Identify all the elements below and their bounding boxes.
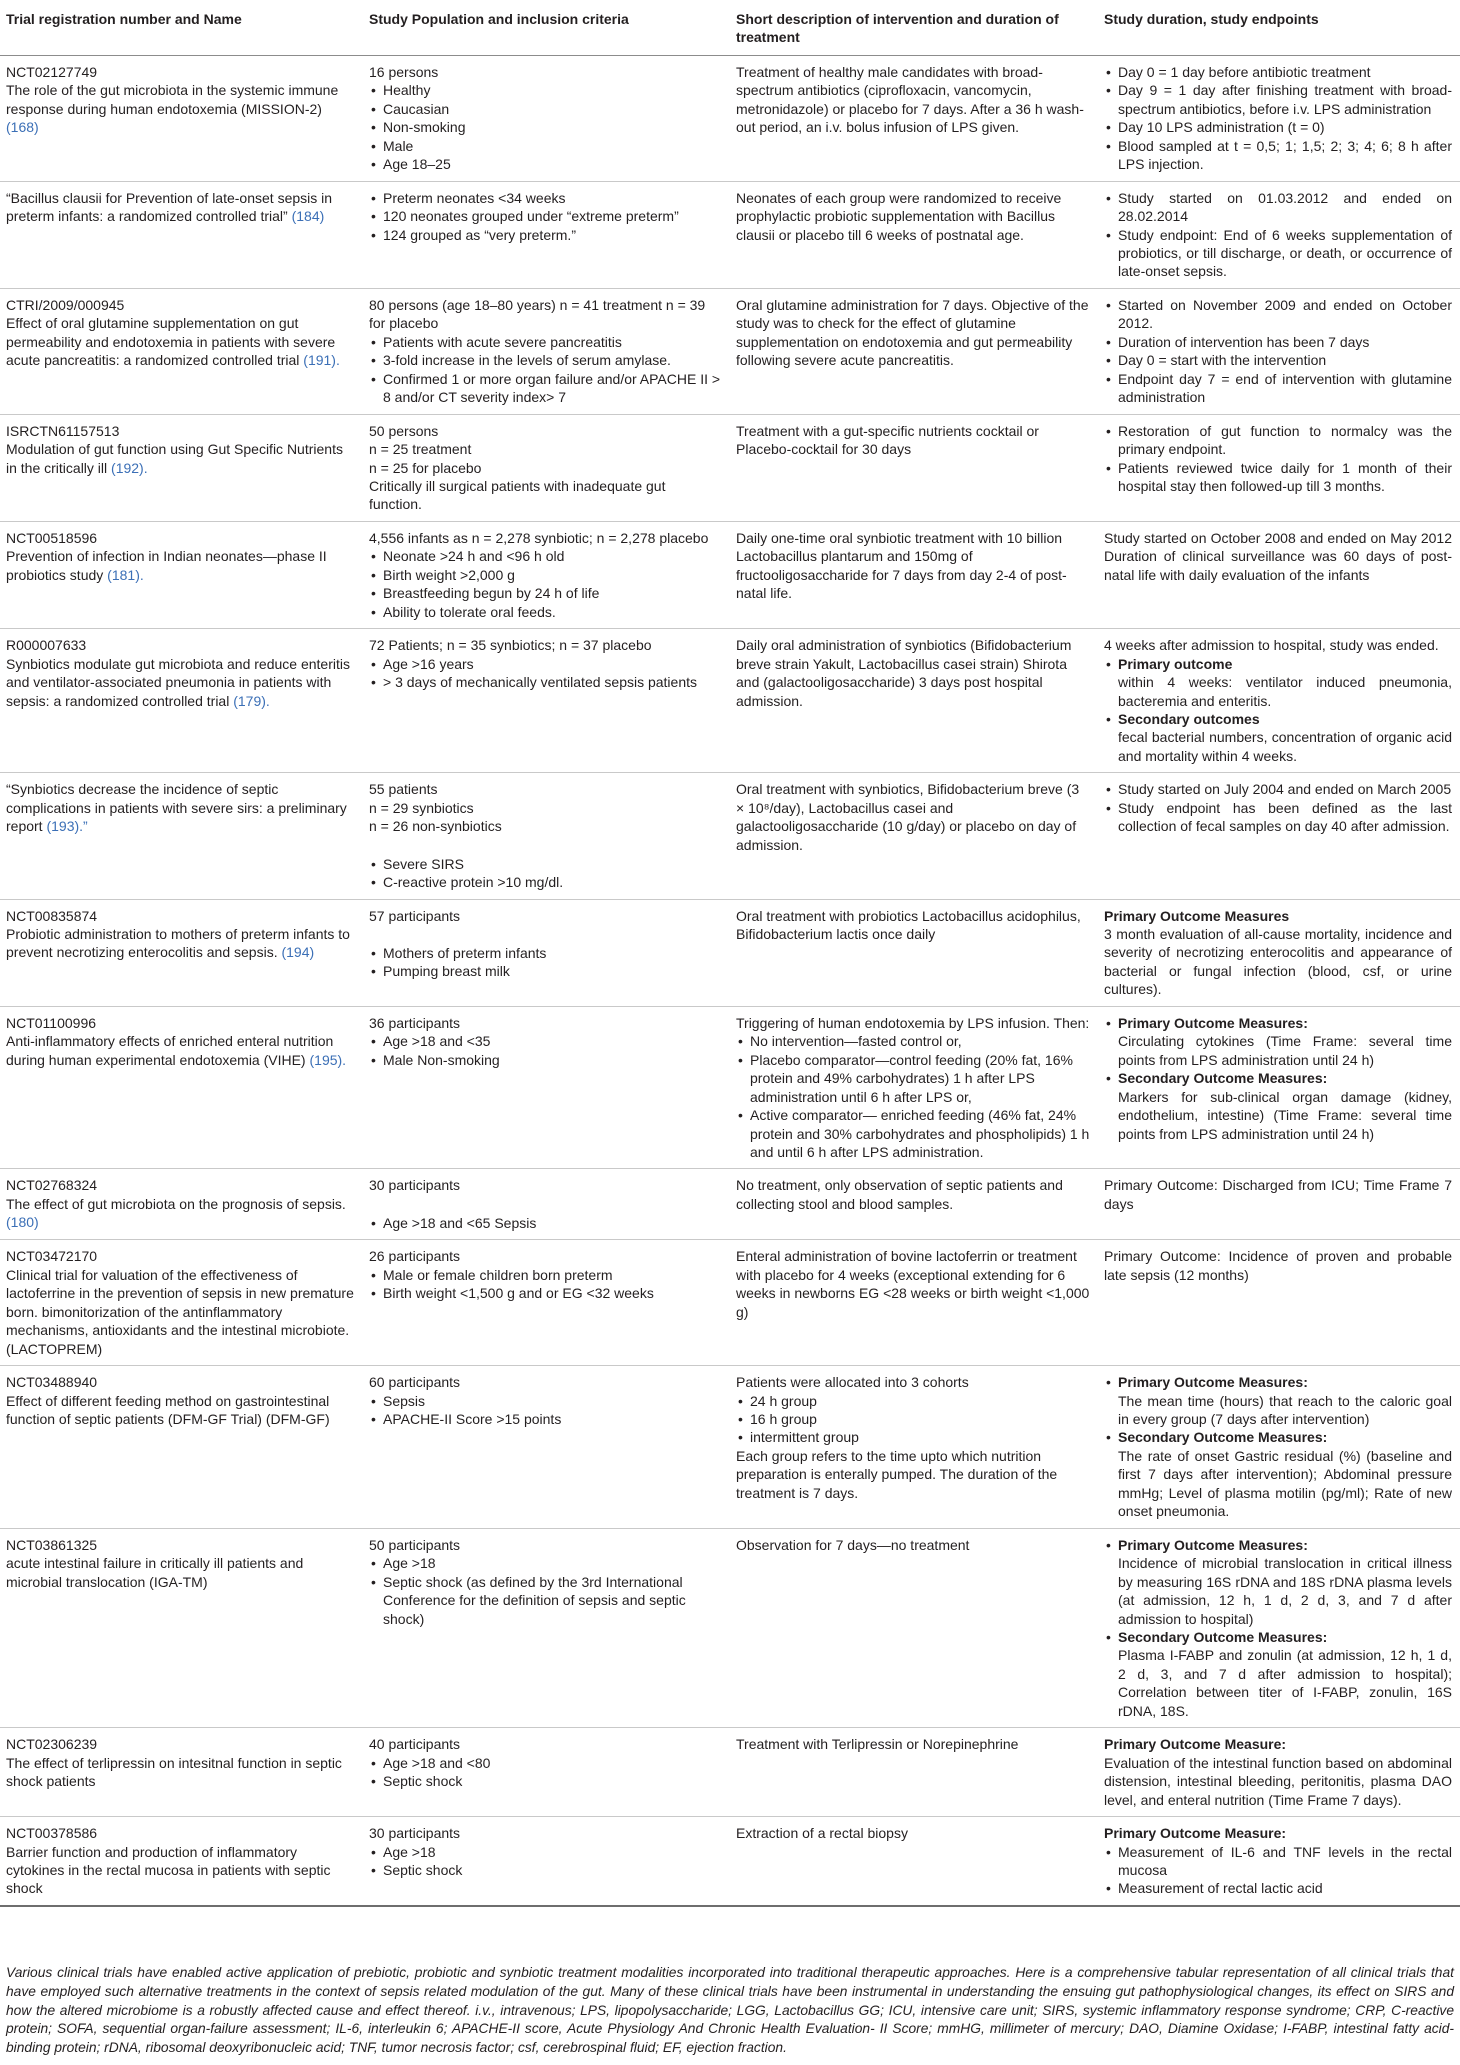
header-endpoints: Study duration, study endpoints bbox=[1098, 0, 1460, 55]
outcome-list bbox=[1104, 655, 1452, 766]
intervention-cell bbox=[730, 899, 1098, 1006]
inclusion-criterion: • Preterm neonates <34 weeks bbox=[369, 189, 722, 207]
table-row bbox=[0, 288, 1460, 414]
trial-title: The effect of gut microbiota on the prognosis of sepsis. bbox=[6, 1195, 346, 1212]
intervention-arm-list bbox=[736, 1032, 1090, 1161]
trial-cell bbox=[0, 55, 363, 181]
secondary-outcome-text: Plasma I-FABP and zonulin (at admission, 12 h, 1 d, 2 d, 3, and 7 d after admission to hospital); Correlation between titer of I-FABP, zonulin, 16S rDNA, 18S. bbox=[1118, 1647, 1452, 1719]
trial-cell bbox=[0, 1366, 363, 1529]
inclusion-criterion: • Age >18 and <35 bbox=[369, 1032, 722, 1050]
primary-outcome-text: within 4 weeks: ventilator induced pneumonia, bacteremia and enteritis. bbox=[1118, 674, 1452, 709]
citation-link: (180) bbox=[6, 1214, 39, 1231]
inclusion-criterion: • Male or female children born preterm bbox=[369, 1266, 722, 1284]
primary-outcome-text: Circulating cytokines (Time Frame: several time points from LPS administration until 24 h) bbox=[1118, 1033, 1452, 1068]
population-cell bbox=[363, 55, 730, 181]
inclusion-criterion: • APACHE-II Score >15 points bbox=[369, 1410, 722, 1428]
trial-cell bbox=[0, 773, 363, 899]
trial-name bbox=[6, 655, 355, 710]
table-row bbox=[0, 181, 1460, 288]
inclusion-criterion: • Severe SIRS bbox=[369, 855, 722, 873]
trial-cell bbox=[0, 1817, 363, 1906]
endpoint-item: • Day 9 = 1 day after finishing treatment with broad-spectrum antibiotics, before i.v. LPS administration bbox=[1104, 81, 1452, 118]
intervention-arm: • 16 h group bbox=[736, 1410, 1090, 1428]
trial-title: Modulation of gut function using Gut Specific Nutrients in the critically ill bbox=[6, 441, 343, 476]
inclusion-criterion: • Sepsis bbox=[369, 1392, 722, 1410]
trial-name bbox=[6, 780, 355, 835]
inclusion-criterion: • Mothers of preterm infants bbox=[369, 944, 722, 962]
endpoint-item-list bbox=[1104, 189, 1452, 281]
endpoints-cell bbox=[1098, 288, 1460, 414]
intervention-text: Oral treatment with synbiotics, Bifidobacterium breve (3 × 10⁸/day), Lactobacillus casei and galactooligosaccharide (10 g/day) or placebo on day of admission. bbox=[736, 781, 1080, 853]
inclusion-criterion: • Breastfeeding begun by 24 h of life bbox=[369, 584, 722, 602]
trial-id: NCT01100996 bbox=[6, 1014, 97, 1031]
intervention-cell bbox=[730, 773, 1098, 899]
population-cell bbox=[363, 773, 730, 899]
inclusion-criterion: • Age >18 and <80 bbox=[369, 1754, 722, 1772]
table-row bbox=[0, 899, 1460, 1006]
trial-cell bbox=[0, 1240, 363, 1366]
intervention-cell bbox=[730, 1006, 1098, 1169]
trial-name bbox=[6, 314, 355, 369]
primary-outcome-label: Primary Outcome Measures: bbox=[1118, 1014, 1308, 1031]
inclusion-criterion: • Septic shock (as defined by the 3rd International Conference for the definition of sepsis and septic shock) bbox=[369, 1573, 722, 1628]
secondary-outcome-text: fecal bacterial numbers, concentration of organic acid and mortality within 4 weeks. bbox=[1118, 729, 1452, 764]
inclusion-criterion: • Non-smoking bbox=[369, 118, 722, 136]
population-cell bbox=[363, 1240, 730, 1366]
population-summary: 30 participants bbox=[369, 1825, 461, 1842]
table-header-row bbox=[0, 0, 1460, 55]
endpoints-text: Primary Outcome: Incidence of proven and probable late sepsis (12 months) bbox=[1104, 1248, 1452, 1283]
primary-outcome-label: Primary Outcome Measures bbox=[1104, 907, 1290, 924]
trial-cell bbox=[0, 1528, 363, 1728]
header-intervention: Short description of intervention and duration of treatment bbox=[730, 0, 1098, 55]
population-summary: 60 participants bbox=[369, 1374, 461, 1391]
trial-id: NCT03472170 bbox=[6, 1248, 98, 1265]
trial-title: The effect of terlipressin on intesitnal function in septic shock patients bbox=[6, 1754, 342, 1790]
table-row bbox=[0, 414, 1460, 521]
inclusion-criterion: • 124 grouped as “very preterm.” bbox=[369, 226, 722, 244]
population-line: n = 25 for placebo bbox=[369, 459, 482, 476]
inclusion-criterion-list bbox=[369, 855, 722, 892]
inclusion-criterion: • Birth weight <1,500 g and or EG <32 weeks bbox=[369, 1284, 722, 1302]
inclusion-criterion-list bbox=[369, 81, 722, 173]
inclusion-criterion: • Age >18 and <65 Sepsis bbox=[369, 1214, 722, 1232]
trial-id: NCT00835874 bbox=[6, 907, 98, 924]
trial-name bbox=[6, 925, 355, 962]
table-row bbox=[0, 1240, 1460, 1366]
intervention-cell bbox=[730, 1528, 1098, 1728]
trial-name bbox=[6, 189, 355, 226]
trial-title: “Bacillus clausii for Prevention of late-onset sepsis in preterm infants: a randomized controlled trial” bbox=[6, 189, 333, 225]
primary-outcome-text: Incidence of microbial translocation in critical illness by measuring 16S rDNA and 18S rDNA plasma levels (at admission, 12 h, 1 d, 2 d, 3, and 7 d after admission to hospital) bbox=[1118, 1555, 1452, 1627]
population-line: n = 25 treatment bbox=[369, 441, 472, 458]
inclusion-criterion: • Age >18 bbox=[369, 1843, 722, 1861]
trial-id: R000007633 bbox=[6, 637, 87, 654]
population-line: Critically ill surgical patients with inadequate gut function. bbox=[369, 477, 666, 513]
endpoint-item: • Blood sampled at t = 0,5; 1; 1,5; 2; 3; 4; 6; 8 h after LPS injection. bbox=[1104, 137, 1452, 174]
endpoint-item: • Study endpoint: End of 6 weeks supplementation of probiotics, or till discharge, or death, or occurrence of late-onset sepsis. bbox=[1104, 226, 1452, 281]
inclusion-criterion-list bbox=[369, 1392, 722, 1429]
primary-outcome-item: • Measurement of IL-6 and TNF levels in the rectal mucosa bbox=[1104, 1843, 1452, 1880]
inclusion-criterion-list bbox=[369, 1266, 722, 1303]
population-summary: 57 participants bbox=[369, 907, 461, 924]
secondary-outcome-label: Secondary Outcome Measures: bbox=[1118, 1429, 1328, 1446]
primary-outcome-item-list bbox=[1104, 1843, 1452, 1898]
secondary-outcome-text: Markers for sub-clinical organ damage (kidney, endothelium, intestine) (Time Frame: several time points from LPS administration until 24 h) bbox=[1118, 1088, 1452, 1142]
endpoint-item: • Day 0 = start with the intervention bbox=[1104, 351, 1452, 369]
inclusion-criterion: • Male Non-smoking bbox=[369, 1051, 722, 1069]
trial-cell bbox=[0, 414, 363, 521]
inclusion-criterion-list bbox=[369, 1554, 722, 1628]
citation-link: (192). bbox=[111, 459, 148, 476]
secondary-outcome bbox=[1104, 1069, 1452, 1143]
table-footnote: Various clinical trials have enabled active application of prebiotic, probiotic and synbiotic treatment modalities incorporated into traditional therapeutic approaches. Here is a comprehensive tabular representation of all clinical trials that have employed such alternative treatments in the context of sepsis related modulation of the gut. Many of these clinical trials have been instrumental in understanding the ensuing gut pathophysiological changes, its effect on SIRS and how the altered microbiome is a robustly affected cause and effect thereof. i.v., intravenous; LPS, lipopolysaccharide; LGG, Lactobacillus GG; ICU, intensive care unit; SIRS, systemic inflammatory response syndrome; CRP, C-reactive protein; SOFA, sequential organ-failure assessment; IL-6, interleukin 6; APACHE-II score, Acute Physiology And Chronic Health Evaluation- II Score; mmHG, millimeter of mercury; DAO, Diamine Oxidase; I-FABP, intestinal fatty acid-binding protein; rDNA, ribosomal deoxyribonucleic acid; TNF, tumor necrosis factor; csf, cerebrospinal fluid; EF, ejection fraction. bbox=[6, 1965, 1454, 2056]
intervention-arm: • intermittent group bbox=[736, 1428, 1090, 1446]
trial-id: NCT00518596 bbox=[6, 529, 98, 546]
trial-title: Probiotic administration to mothers of preterm infants to prevent necrotizing enterocolitis and sepsis. bbox=[6, 926, 350, 961]
intervention-cell bbox=[730, 1366, 1098, 1529]
primary-outcome bbox=[1104, 655, 1452, 710]
trial-title: Prevention of infection in Indian neonates—phase II probiotics study bbox=[6, 548, 327, 583]
endpoints-cell bbox=[1098, 521, 1460, 628]
endpoint-item-list bbox=[1104, 780, 1452, 835]
intervention-arm: • 24 h group bbox=[736, 1392, 1090, 1410]
trial-title: Anti-inflammatory effects of enriched enteral nutrition during human experimental endotoxemia (VIHE) bbox=[6, 1033, 334, 1068]
intervention-text: Extraction of a rectal biopsy bbox=[736, 1825, 908, 1842]
population-cell bbox=[363, 1817, 730, 1906]
primary-outcome bbox=[1104, 1014, 1452, 1069]
secondary-outcome-label: Secondary outcomes bbox=[1118, 710, 1260, 727]
endpoint-item: • Patients reviewed twice daily for 1 month of their hospital stay then followed-up till 3 months. bbox=[1104, 459, 1452, 496]
endpoint-item: • Study started on 01.03.2012 and ended on 28.02.2014 bbox=[1104, 189, 1452, 226]
primary-outcome-text: Evaluation of the intestinal function based on abdominal distension, intestinal bleeding, peritonitis, plasma DAO level, and enteral nutrition (Time Frame 7 days). bbox=[1104, 1754, 1452, 1808]
trial-name bbox=[6, 81, 355, 136]
intervention-arm: • Placebo comparator—control feeding (20% fat, 16% protein and 49% carbohydrates) 1 h after LPS administration until 6 h after LPS or, bbox=[736, 1051, 1090, 1106]
spacer bbox=[369, 925, 722, 944]
primary-outcome-text: 3 month evaluation of all-cause mortality, incidence and severity of necrotizing enterocolitis and appearance of bacterial or fungal infection (blood, csf, or urine cultures). bbox=[1104, 926, 1452, 998]
spacer bbox=[369, 836, 722, 855]
trial-cell bbox=[0, 1006, 363, 1169]
population-cell bbox=[363, 1728, 730, 1817]
trial-id: NCT02306239 bbox=[6, 1736, 98, 1753]
trial-name bbox=[6, 1195, 355, 1232]
trial-title: Synbiotics modulate gut microbiota and reduce enteritis and ventilator-associated pneumonia in patients with sepsis: a randomized controlled trial bbox=[6, 655, 350, 709]
trial-id: NCT02127749 bbox=[6, 63, 98, 80]
endpoints-cell bbox=[1098, 1240, 1460, 1366]
outcome-list bbox=[1104, 1014, 1452, 1143]
trial-cell bbox=[0, 629, 363, 773]
intervention-cell bbox=[730, 414, 1098, 521]
population-summary: 80 persons (age 18–80 years) n = 41 treatment n = 39 for placebo bbox=[369, 296, 706, 332]
endpoints-text: Primary Outcome: Discharged from ICU; Time Frame 7 days bbox=[1104, 1177, 1452, 1212]
endpoints-cell bbox=[1098, 1817, 1460, 1906]
inclusion-criterion: • Healthy bbox=[369, 81, 722, 99]
trial-name bbox=[6, 1392, 355, 1429]
trial-id: NCT03861325 bbox=[6, 1536, 98, 1553]
trial-title: Barrier function and production of inflammatory cytokines in the rectal mucosa in patients with septic shock bbox=[6, 1843, 331, 1897]
inclusion-criterion: • Male bbox=[369, 137, 722, 155]
intervention-text: Enteral administration of bovine lactoferrin or treatment with placebo for 4 weeks (exceptional extending for 6 weeks in newborns EG <28 weeks or birth weight <1,000 g) bbox=[736, 1248, 1090, 1320]
inclusion-criterion: • 3-fold increase in the levels of serum amylase. bbox=[369, 351, 722, 369]
intervention-arm: • Active comparator— enriched feeding (46% fat, 24% protein and 30% carbohydrates and phospholipids) 1 h and until 6 h after LPS administration. bbox=[736, 1106, 1090, 1161]
population-line: 55 patients bbox=[369, 781, 438, 798]
trial-cell bbox=[0, 288, 363, 414]
endpoints-cell bbox=[1098, 1006, 1460, 1169]
table-row bbox=[0, 55, 1460, 181]
trial-name bbox=[6, 440, 355, 477]
intervention-cell bbox=[730, 55, 1098, 181]
trial-cell bbox=[0, 521, 363, 628]
inclusion-criterion: • Age >18 bbox=[369, 1554, 722, 1572]
population-summary: 40 participants bbox=[369, 1736, 461, 1753]
population-cell bbox=[363, 1169, 730, 1240]
endpoint-item-list bbox=[1104, 63, 1452, 174]
table-body bbox=[0, 55, 1460, 1905]
inclusion-criterion: • > 3 days of mechanically ventilated sepsis patients bbox=[369, 673, 722, 691]
primary-outcome-label: Primary outcome bbox=[1118, 655, 1233, 672]
trial-name bbox=[6, 1266, 355, 1358]
table-row bbox=[0, 521, 1460, 628]
population-summary: 30 participants bbox=[369, 1177, 461, 1194]
trial-cell bbox=[0, 1169, 363, 1240]
trial-name bbox=[6, 1843, 355, 1898]
endpoint-item-list bbox=[1104, 296, 1452, 407]
intervention-text: Oral glutamine administration for 7 days. Objective of the study was to check for the effect of glutamine supplementation on endotoxemia and gut permeability following severe acute pancreatitis. bbox=[736, 296, 1089, 369]
endpoint-item: • Endpoint day 7 = end of intervention with glutamine administration bbox=[1104, 370, 1452, 407]
intervention-cell bbox=[730, 1728, 1098, 1817]
intervention-intro: Triggering of human endotoxemia by LPS infusion. Then: bbox=[736, 1014, 1090, 1031]
outcome-list bbox=[1104, 1373, 1452, 1521]
endpoints-cell bbox=[1098, 55, 1460, 181]
endpoints-cell bbox=[1098, 1169, 1460, 1240]
inclusion-criterion: • Confirmed 1 or more organ failure and/or APACHE II > 8 and/or CT severity index> 7 bbox=[369, 370, 722, 407]
endpoints-cell bbox=[1098, 773, 1460, 899]
inclusion-criterion-list bbox=[369, 655, 722, 692]
intervention-cell bbox=[730, 181, 1098, 288]
population-summary: 50 participants bbox=[369, 1536, 461, 1553]
endpoints-cell bbox=[1098, 629, 1460, 773]
trial-title: acute intestinal failure in critically ill patients and microbial translocation (IGA-TM) bbox=[6, 1555, 304, 1590]
population-summary: 26 participants bbox=[369, 1248, 461, 1265]
inclusion-criterion: • 120 neonates grouped under “extreme preterm” bbox=[369, 207, 722, 225]
primary-outcome-label: Primary Outcome Measure: bbox=[1104, 1736, 1287, 1753]
secondary-outcome-label: Secondary Outcome Measures: bbox=[1118, 1070, 1328, 1087]
intervention-text: Treatment of healthy male candidates with broad-spectrum antibiotics (ciprofloxacin, vancomycin, metronidazole) or placebo for 7 days. After a 36 h wash-out period, an i.v. bolus infusion of LPS given. bbox=[736, 63, 1084, 136]
trial-title: Effect of oral glutamine supplementation on gut permeability and endotoxemia in patients with severe acute pancreatitis: a randomized controlled trial bbox=[6, 315, 336, 369]
inclusion-criterion: • C-reactive protein >10 mg/dl. bbox=[369, 873, 722, 891]
population-cell bbox=[363, 414, 730, 521]
secondary-outcome bbox=[1104, 1428, 1452, 1520]
trial-id: CTRI/2009/000945 bbox=[6, 296, 125, 313]
population-summary: 4,556 infants as n = 2,278 synbiotic; n = 2,278 placebo bbox=[369, 529, 709, 546]
intervention-text: Observation for 7 days—no treatment bbox=[736, 1536, 970, 1553]
population-line: n = 29 synbiotics bbox=[369, 799, 474, 816]
citation-link: (184) bbox=[291, 208, 325, 225]
trial-name bbox=[6, 1754, 355, 1791]
endpoints-cell bbox=[1098, 181, 1460, 288]
primary-outcome-label: Primary Outcome Measures: bbox=[1118, 1374, 1308, 1391]
intervention-text: Treatment with a gut-specific nutrients cocktail or Placebo-cocktail for 30 days bbox=[736, 422, 1039, 458]
population-summary: 36 participants bbox=[369, 1014, 461, 1031]
population-line: 50 persons bbox=[369, 422, 439, 439]
endpoints-cell bbox=[1098, 414, 1460, 521]
trial-id: ISRCTN61157513 bbox=[6, 422, 120, 439]
citation-link: (191). bbox=[303, 352, 340, 369]
endpoint-item: • Study started on July 2004 and ended on March 2005 bbox=[1104, 780, 1452, 798]
citation-link: (181). bbox=[107, 566, 144, 583]
trial-cell bbox=[0, 1728, 363, 1817]
primary-outcome bbox=[1104, 1536, 1452, 1628]
endpoints-text: Study started on October 2008 and ended on May 2012 Duration of clinical surveillance was 60 days of post-natal life with daily evaluation of the infants bbox=[1104, 529, 1452, 583]
spacer bbox=[369, 1195, 722, 1214]
header-population: Study Population and inclusion criteria bbox=[363, 0, 730, 55]
endpoints-cell bbox=[1098, 1366, 1460, 1529]
table-row bbox=[0, 1728, 1460, 1817]
intervention-cell bbox=[730, 288, 1098, 414]
intervention-cell bbox=[730, 629, 1098, 773]
intervention-cell bbox=[730, 521, 1098, 628]
intervention-text: Oral treatment with probiotics Lactobacillus acidophilus, Bifidobacterium lactis once daily bbox=[736, 907, 1081, 943]
secondary-outcome bbox=[1104, 1628, 1452, 1720]
inclusion-criterion: • Pumping breast milk bbox=[369, 962, 722, 980]
table-row bbox=[0, 629, 1460, 773]
endpoint-item: • Restoration of gut function to normalcy was the primary endpoint. bbox=[1104, 422, 1452, 459]
citation-link: (194) bbox=[281, 944, 315, 961]
intervention-cell bbox=[730, 1169, 1098, 1240]
population-cell bbox=[363, 629, 730, 773]
inclusion-criterion-list bbox=[369, 1214, 722, 1232]
outcome-list bbox=[1104, 1536, 1452, 1721]
endpoint-item: • Day 0 = 1 day before antibiotic treatment bbox=[1104, 63, 1452, 81]
intervention-text: Daily oral administration of synbiotics (Bifidobacterium breve strain Yakult, Lactobacillus casei strain) Shirota and (galactooligosaccharide) 3 days post hospital admission. bbox=[736, 637, 1072, 709]
citation-link: (168) bbox=[6, 119, 39, 136]
inclusion-criterion: • Age 18–25 bbox=[369, 155, 722, 173]
intervention-arm: • No intervention—fasted control or, bbox=[736, 1032, 1090, 1050]
trial-name bbox=[6, 1554, 355, 1591]
inclusion-criterion: • Patients with acute severe pancreatitis bbox=[369, 333, 722, 351]
trial-id: NCT00378586 bbox=[6, 1825, 98, 1842]
endpoint-item-list bbox=[1104, 422, 1452, 496]
population-cell bbox=[363, 1528, 730, 1728]
table-row bbox=[0, 1169, 1460, 1240]
intervention-text: No treatment, only observation of septic patients and collecting stool and blood samples. bbox=[736, 1177, 1063, 1212]
inclusion-criterion-list bbox=[369, 944, 722, 981]
population-cell bbox=[363, 1006, 730, 1169]
population-cell bbox=[363, 288, 730, 414]
citation-link: (179). bbox=[233, 692, 270, 709]
trial-title: Clinical trial for valuation of the effectiveness of lactoferrine in the prevention of sepsis in new premature born. bimonitorization of the antinflammatory mechanisms, antioxidants and the intestinal microbiote. (LACTOPREM) bbox=[6, 1266, 354, 1357]
header-trial: Trial registration number and Name bbox=[0, 0, 363, 55]
endpoints-cell bbox=[1098, 1728, 1460, 1817]
intervention-cell bbox=[730, 1240, 1098, 1366]
endpoints-intro: 4 weeks after admission to hospital, study was ended. bbox=[1104, 637, 1439, 654]
trial-title: “Synbiotics decrease the incidence of septic complications in patients with severe sirs: a preliminary report bbox=[6, 781, 347, 835]
secondary-outcome-text: The rate of onset Gastric residual (%) (baseline and first 7 days after intervention); Abdominal pressure mmHg; Level of plasma motilin (pg/ml); Rate of new onset pneumonia. bbox=[1118, 1447, 1452, 1520]
inclusion-criterion-list bbox=[369, 1032, 722, 1069]
intervention-text: Treatment with Terlipressin or Norepinephrine bbox=[736, 1736, 1019, 1753]
intervention-arm-list bbox=[736, 1392, 1090, 1447]
population-cell bbox=[363, 181, 730, 288]
intervention-text: Daily one-time oral synbiotic treatment with 10 billion Lactobacillus plantarum and 150mg of fructooligosaccharide for 7 days from day 2-4 of post-natal life. bbox=[736, 529, 1067, 602]
intervention-text: Neonates of each group were randomized to receive prophylactic probiotic supplementation with Bacillus clausii or placebo till 6 weeks of postnatal age. bbox=[736, 189, 1062, 243]
inclusion-criterion: • Septic shock bbox=[369, 1772, 722, 1790]
inclusion-criterion: • Neonate >24 h and <96 h old bbox=[369, 547, 722, 565]
citation-link: (195). bbox=[309, 1051, 347, 1068]
inclusion-criterion-list bbox=[369, 1754, 722, 1791]
endpoint-item: • Study endpoint has been defined as the last collection of fecal samples on day 40 after admission. bbox=[1104, 799, 1452, 836]
intervention-intro: Patients were allocated into 3 cohorts bbox=[736, 1374, 969, 1391]
table-row bbox=[0, 1006, 1460, 1169]
primary-outcome-text: The mean time (hours) that reach to the caloric goal in every group (7 days after intervention) bbox=[1118, 1392, 1452, 1427]
secondary-outcome-label: Secondary Outcome Measures: bbox=[1118, 1628, 1328, 1645]
inclusion-criterion: • Caucasian bbox=[369, 100, 722, 118]
inclusion-criterion: • Septic shock bbox=[369, 1861, 722, 1879]
inclusion-criterion-list bbox=[369, 547, 722, 621]
endpoint-item: • Started on November 2009 and ended on October 2012. bbox=[1104, 296, 1452, 333]
population-cell bbox=[363, 899, 730, 1006]
population-summary: 16 persons bbox=[369, 63, 439, 80]
inclusion-criterion-list bbox=[369, 333, 722, 407]
endpoints-cell bbox=[1098, 1528, 1460, 1728]
trial-id: NCT02768324 bbox=[6, 1177, 98, 1194]
table-row bbox=[0, 1366, 1460, 1529]
endpoints-cell bbox=[1098, 899, 1460, 1006]
inclusion-criterion: • Ability to tolerate oral feeds. bbox=[369, 603, 722, 621]
trial-title: The role of the gut microbiota in the systemic immune response during human endotoxemia (MISSION-2) bbox=[6, 82, 339, 117]
population-summary: 72 Patients; n = 35 synbiotics; n = 37 placebo bbox=[369, 637, 652, 654]
citation-link: (193).” bbox=[46, 818, 88, 835]
population-cell bbox=[363, 1366, 730, 1529]
primary-outcome-item: • Measurement of rectal lactic acid bbox=[1104, 1879, 1452, 1897]
primary-outcome-label: Primary Outcome Measures: bbox=[1118, 1536, 1308, 1553]
endpoint-item: • Duration of intervention has been 7 days bbox=[1104, 333, 1452, 351]
inclusion-criterion-list bbox=[369, 1843, 722, 1880]
trial-name bbox=[6, 1032, 355, 1069]
table-row bbox=[0, 1817, 1460, 1906]
trial-cell bbox=[0, 899, 363, 1006]
primary-outcome-label: Primary Outcome Measure: bbox=[1104, 1825, 1287, 1842]
intervention-note: Each group refers to the time upto which nutrition preparation is enterally pumped. The duration of the treatment is 7 days. bbox=[736, 1447, 1058, 1501]
table-row bbox=[0, 773, 1460, 899]
endpoint-item: • Day 10 LPS administration (t = 0) bbox=[1104, 118, 1452, 136]
inclusion-criterion: • Age >16 years bbox=[369, 655, 722, 673]
table-row bbox=[0, 1528, 1460, 1728]
population-line: n = 26 non-synbiotics bbox=[369, 818, 502, 835]
inclusion-criterion-list bbox=[369, 189, 722, 244]
trial-title: Effect of different feeding method on gastrointestinal function of septic patients (DFM-GF Trial) (DFM-GF) bbox=[6, 1392, 330, 1427]
trial-name bbox=[6, 547, 355, 584]
trial-cell bbox=[0, 181, 363, 288]
population-cell bbox=[363, 521, 730, 628]
intervention-cell bbox=[730, 1817, 1098, 1906]
trial-id: NCT03488940 bbox=[6, 1374, 98, 1391]
secondary-outcome bbox=[1104, 710, 1452, 765]
primary-outcome bbox=[1104, 1373, 1452, 1428]
inclusion-criterion: • Birth weight >2,000 g bbox=[369, 566, 722, 584]
